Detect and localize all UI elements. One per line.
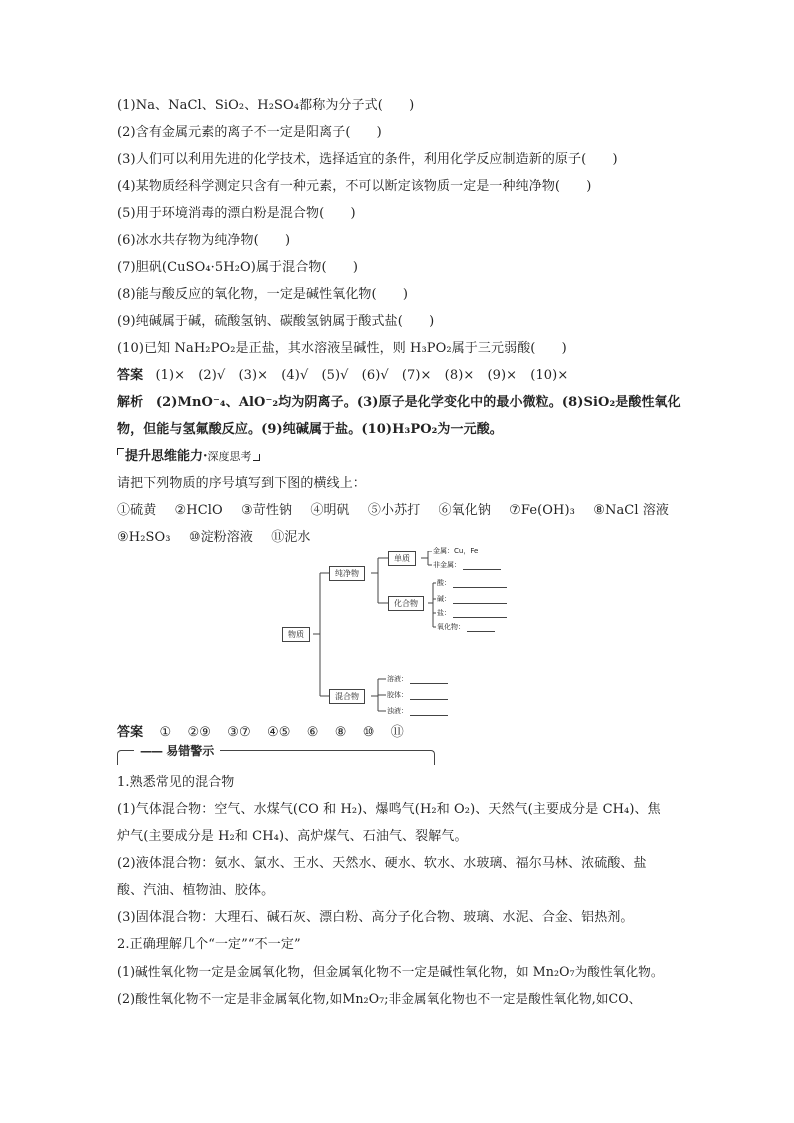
answer-2-value-5: ⑥ bbox=[306, 725, 319, 740]
question-10: (10)已知 NaH₂PO₂是正盐，其水溶液呈碱性，则 H₃PO₂属于三元弱酸( ) bbox=[117, 341, 567, 356]
answer-label: 答案 bbox=[117, 368, 144, 383]
point-1-gas-2: 炉气(主要成分是 H₂和 CH₄)、高炉煤气、石油气、裂解气。 bbox=[117, 829, 468, 844]
item-5: ⑤小苏打 bbox=[367, 503, 421, 518]
leaf-metal: 金属：Cu，Fe bbox=[433, 547, 479, 555]
point-2-heading: 2.正确理解几个“一定”“不一定” bbox=[117, 937, 301, 952]
answer-2-value-1: ① bbox=[159, 725, 172, 740]
point-1-gas-1: (1)气体混合物：空气、水煤气(CO 和 H₂)、爆鸣气(H₂和 O₂)、天然气(主要成分是 CH₄)、焦 bbox=[117, 802, 661, 817]
node-mixture: 混合物 bbox=[329, 689, 365, 704]
leaf-colloid: 胶体： bbox=[387, 690, 448, 700]
item-10: ⑩淀粉溶液 bbox=[188, 530, 253, 545]
answer-1 bbox=[117, 362, 677, 389]
item-11: ⑪泥水 bbox=[271, 530, 311, 545]
node-compound: 化合物 bbox=[388, 596, 424, 611]
answer-2-value-8: ⑪ bbox=[390, 725, 404, 740]
analysis-line-1 bbox=[117, 389, 681, 416]
section-title: 提升思维能力· bbox=[125, 449, 208, 464]
question-4: (4)某物质经科学测定只含有一种元素，不可以断定该物质一定是一种纯净物( ) bbox=[117, 179, 592, 194]
question-5: (5)用于环境消毒的漂白粉是混合物( ) bbox=[117, 206, 356, 221]
point-2-line-1: (1)碱性氧化物一定是金属氧化物，但金属氧化物不一定是碱性氧化物，如 Mn₂O₇为酸性氧化物。 bbox=[117, 964, 664, 979]
item-6: ⑥氧化钠 bbox=[438, 503, 491, 518]
question-6: (6)冰水共存物为纯净物( ) bbox=[117, 233, 291, 248]
warning-box bbox=[117, 744, 435, 765]
answer-2-value-7: ⑩ bbox=[362, 725, 375, 740]
answer-2-value-2: ②⑨ bbox=[187, 725, 211, 740]
analysis-label: 解析 bbox=[117, 395, 144, 410]
items-line-2 bbox=[117, 524, 677, 551]
section-heading bbox=[117, 443, 677, 470]
analysis-text-1: (2)MnO⁻₄、AlO⁻₂均为阴离子。(3)原子是化学变化中的最小微粒。(8)SiO₂是酸性氧化 bbox=[155, 395, 681, 410]
question-8: (8)能与酸反应的氧化物，一定是碱性氧化物( ) bbox=[117, 287, 409, 302]
question-list bbox=[117, 92, 677, 362]
section-heading-box bbox=[117, 445, 260, 464]
item-9: ⑨H₂SO₃ bbox=[117, 530, 171, 545]
leaf-suspension: 浊液： bbox=[387, 706, 448, 716]
point-1-liquid-1: (2)液体混合物：氨水、氯水、王水、天然水、硬水、软水、水玻璃、福尔马林、浓硫酸、盐 bbox=[117, 856, 647, 871]
classification-diagram bbox=[282, 547, 522, 719]
leaf-oxide: 氧化物： bbox=[437, 622, 495, 632]
item-2: ②HClO bbox=[174, 503, 223, 518]
question-2: (2)含有金属元素的离子不一定是阳离子( ) bbox=[117, 125, 382, 140]
question-3: (3)人们可以利用先进的化学技术，选择适宜的条件，利用化学反应制造新的原子( ) bbox=[117, 152, 618, 167]
point-1-heading: 1.熟悉常见的混合物 bbox=[117, 775, 235, 790]
leaf-salt: 盐： bbox=[437, 608, 507, 618]
prompt: 请把下列物质的序号填写到下图的横线上： bbox=[117, 476, 366, 491]
warning-title: —— 易错警示 bbox=[134, 742, 220, 759]
question-1: (1)Na、NaCl、SiO₂、H₂SO₄都称为分子式( ) bbox=[117, 98, 415, 113]
item-3: ③苛性钠 bbox=[241, 503, 293, 518]
node-element: 单质 bbox=[388, 551, 416, 566]
point-1-liquid-2: 酸、汽油、植物油、胶体。 bbox=[117, 883, 275, 898]
items-line-1 bbox=[117, 497, 677, 524]
item-4: ④明矾 bbox=[310, 503, 350, 518]
question-7: (7)胆矾(CuSO₄·5H₂O)属于混合物( ) bbox=[117, 260, 359, 275]
leaf-base: 碱： bbox=[437, 594, 507, 604]
answer-2-value-6: ⑧ bbox=[334, 725, 347, 740]
point-2-line-2: (2)酸性氧化物不一定是非金属氧化物,如Mn₂O₇;非金属氧化物也不一定是酸性氧化物,如CO、 bbox=[117, 991, 642, 1006]
item-1: ①硫黄 bbox=[117, 503, 157, 518]
question-9: (9)纯碱属于碱，硫酸氢钠、碳酸氢钠属于酸式盐( ) bbox=[117, 314, 435, 329]
answer-2-label: 答案 bbox=[117, 725, 144, 740]
leaf-nonmetal: 非金属： bbox=[433, 560, 501, 570]
answer-2-value-4: ④⑤ bbox=[266, 725, 291, 740]
leaf-acid: 酸： bbox=[437, 578, 507, 588]
leaf-solution: 溶液： bbox=[387, 674, 448, 684]
answer-2-value-3: ③⑦ bbox=[227, 725, 251, 740]
document-page bbox=[117, 92, 681, 1012]
node-pure-substance: 纯净物 bbox=[329, 566, 365, 581]
answer-text: (1)× (2)√ (3)× (4)√ (5)√ (6)√ (7)× (8)× (9)× (10)× bbox=[155, 368, 569, 383]
analysis-line-2: 物，但能与氢氟酸反应。(9)纯碱属于盐。(10)H₃PO₂为一元酸。 bbox=[117, 422, 503, 437]
node-substance: 物质 bbox=[282, 627, 310, 642]
section-subtitle: 深度思考 bbox=[207, 450, 252, 463]
item-7: ⑦Fe(OH)₃ bbox=[509, 503, 575, 518]
point-1-solid: (3)固体混合物：大理石、碱石灰、漂白粉、高分子化合物、玻璃、水泥、合金、铝热剂。 bbox=[117, 910, 634, 925]
item-8: ⑧NaCl 溶液 bbox=[593, 503, 670, 518]
